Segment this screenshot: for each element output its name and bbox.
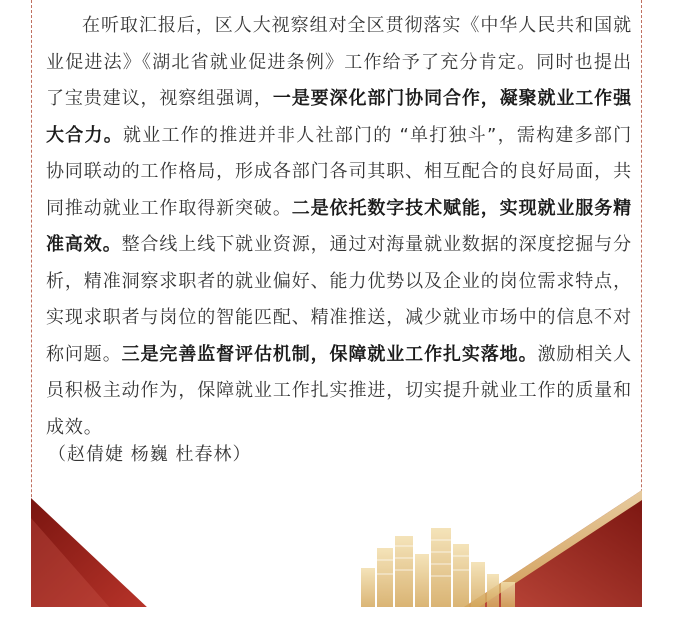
point3-body: 激励相关人员积极主动作为，保障就业工作扎实推进，切实提升就业工作的质量和成效。 [46, 343, 632, 438]
footer-decoration [31, 488, 642, 609]
article-body [46, 8, 632, 446]
point1-title: 一是要深化部门协同合作，凝聚就业工作强大合力。 [46, 88, 632, 146]
point2-body: 整合线上线下就业资源，通过对海量就业数据的深度挖掘与分析，精准洞察求职者的就业偏好、能力优势以及企业的岗位需求特点，实现求职者与岗位的智能匹配、精准推送，减少就业市场中的信息不对称问题。 [46, 234, 632, 365]
point1-body: 就业工作的推进并非人社部门的 “单打独斗”，需构建多部门协同联动的工作格局，形成各部门各司其职、相互配合的良好局面，共同推动就业工作取得新突破。 [46, 124, 632, 219]
point2-title: 二是依托数字技术赋能，实现就业服务精准高效。 [46, 197, 633, 255]
point3-title: 三是完善监督评估机制，保障就业工作扎实落地。 [121, 343, 538, 365]
author-byline: （赵倩婕 杨巍 杜春林） [48, 444, 252, 465]
article-paragraph [46, 8, 632, 446]
intro-text: 在听取汇报后，区人大视察组对全区贯彻落实《中华人民共和国就业促进法》《湖北省就业促进条例》工作给予了充分肯定。同时也提出了宝贵建议，视察组强调， [46, 15, 632, 109]
bottom-margin [0, 607, 677, 639]
